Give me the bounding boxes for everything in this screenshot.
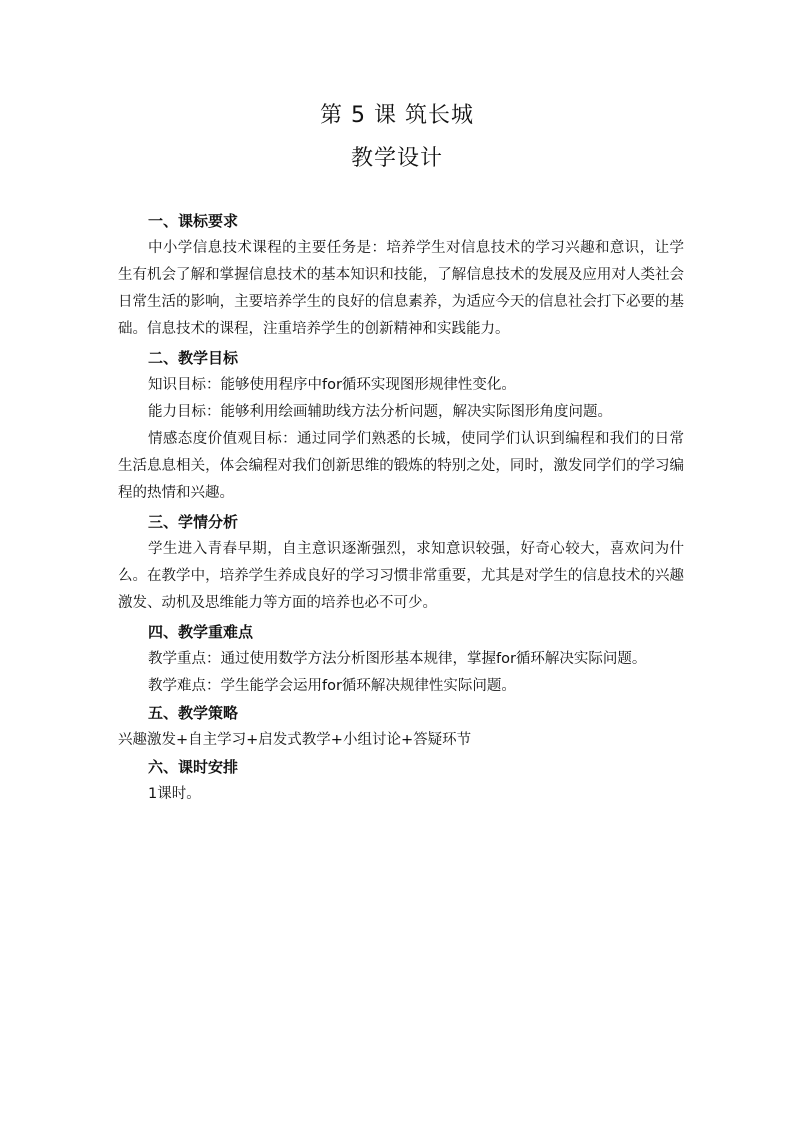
lesson-subtitle: 教学设计	[350, 146, 443, 171]
section-heading: 三、学情分析	[148, 513, 239, 531]
section-paragraph: 情感态度价值观目标：通过同学们熟悉的长城，使同学们认识到编程和我们的日常生活息息相关，体会编程对我们创新思维的锻炼的特别之处，同时，激发同学们的学习编程的热情和兴趣。	[118, 431, 684, 501]
section-heading: 五、教学策略	[148, 704, 239, 722]
lesson-title: 第 5 课 筑长城	[320, 103, 474, 128]
section-paragraph: 教学重点：通过使用数学方法分析图形基本规律，掌握for循环解决实际问题。	[148, 651, 647, 667]
section-heading: 一、课标要求	[148, 212, 239, 230]
section-paragraph: 中小学信息技术课程的主要任务是：培养学生对信息技术的学习兴趣和意识，让学生有机会了解和掌握信息技术的基本知识和技能，了解信息技术的发展及应用对人类社会日常生活的影响，主要培养学生的良好的信息素养，为适应今天的信息社会打下必要的基础。信息技术的课程，注重培养学生的创新精神和实践能力。	[118, 240, 684, 337]
section-paragraph: 能力目标：能够利用绘画辅助线方法分析问题，解决实际图形角度问题。	[148, 404, 612, 420]
section-heading: 四、教学重难点	[148, 623, 254, 641]
section-paragraph: 知识目标：能够使用程序中for循环实现图形规律性变化。	[148, 377, 516, 393]
document-body	[118, 208, 684, 808]
section-heading: 六、课时安排	[148, 758, 239, 776]
section-paragraph: 兴趣激发+自主学习+启发式教学+小组讨论+答疑环节	[118, 732, 472, 748]
section-paragraph: 学生进入青春早期，自主意识逐渐强烈，求知意识较强，好奇心较大，喜欢问为什么。在教学中，培养学生养成良好的学习习惯非常重要，尤其是对学生的信息技术的兴趣激发、动机及思维能力等方面的培养也必不可少。	[118, 541, 684, 611]
section-paragraph: 教学难点：学生能学会运用for循环解决规律性实际问题。	[148, 678, 516, 694]
section-heading: 二、教学目标	[148, 349, 239, 367]
section-paragraph: 1课时。	[148, 786, 201, 802]
